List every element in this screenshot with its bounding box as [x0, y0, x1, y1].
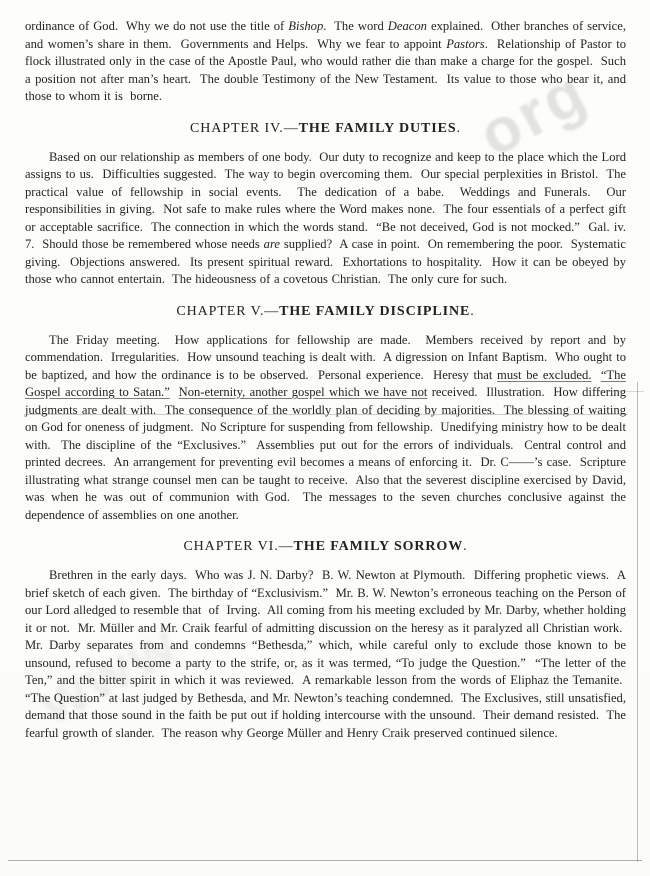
chapter-heading-iv: [25, 121, 626, 137]
chapter-title: THE FAMILY DUTIES: [298, 120, 457, 136]
watermark-fragment: www: [29, 610, 190, 737]
paragraph-chapter-iii-continuation: ordinance of God. Why we do not use the title of Bishop. The word Deacon explained. Other branches of service, and women’s share in them. Governments and Helps. Why we fear to appoint Pastors. Relationship of Pastor to flock illustrated only in the case of the Apostle Paul, who would rather die than make a charge for the gospel. Such a position not after man’s heart. The double Testimony of the New Testament. Its value to those who bear it, and those to whom it is borne.: [25, 19, 626, 103]
page-text: [25, 18, 626, 742]
chapter-title: THE FAMILY SORROW: [293, 539, 464, 554]
chapter-number: CHAPTER IV.—: [190, 120, 299, 136]
scan-edge-bottom: [8, 860, 642, 861]
chapter-title-period: .: [463, 539, 468, 554]
chapter-title-period: .: [470, 303, 475, 319]
chapter-title-period: .: [456, 120, 461, 136]
chapter-number: CHAPTER VI.—: [183, 539, 294, 554]
paragraph-chapter-iv-summary: Based on our relationship as members of one body. Our duty to recognize and keep to the place which the Lord assigns to us. Difficulties suggested. The way to begin overcoming them. Our special perplexities in Bristol. The practical value of fellowship in social events. The dedication of a babe. Weddings and Funerals. Our responsibilities in giving. Not safe to make rules where the Word makes none. The four essentials of a perfect gift or acceptable sacrifice. The connection in which the words stand. “Be not deceived, God is not mocked.” Gal. iv. 7. Should those be remembered whose needs are supplied? A case in point. On remembering the poor. Systematic giving. Objections answered. Its present spiritual reward. Exhortations to hospitality. How it can be obeyed by those who cannot entertain. The hideousness of a covetous Christian. The only cure for such.: [25, 149, 626, 286]
paragraph-chapter-v-summary: The Friday meeting. How applications for fellowship are made. Members received by report and by commendation. Irregularities. How unsound teaching is dealt with. A digression on Infant Baptism. Who ought to be baptized, and how the ordinance is to be observed. Personal experience. Heresy that must be excluded. “The Gospel according to Satan.” Non-eternity, another gospel which we have not received. Illustration. How differing judgments are dealt with. The consequence of the worldly plan of deciding by majorities. The blessing of waiting on God for oneness of judgment. No Scripture for suspending from fellowship. Unedifying ministry how to be dealt with. The discipline of the “Exclusives.” Assemblies put out for the errors of individuals. Central control and printed decrees. An arrangement for preventing evil becomes a means of enforcing it. Dr. C——’s case. Scripture illustrating what strange counsel men can be taught to receive. Also that the severest discipline exercised by David, was when he was out of communion with God. The messages to the seven churches conclusive against the dependence of assemblies on one another.: [25, 332, 627, 522]
chapter-heading-v: [25, 304, 626, 320]
scan-artifact-line: [24, 414, 628, 415]
chapter-title: THE FAMILY DISCIPLINE: [279, 303, 471, 319]
paragraph-chapter-vi-summary: Brethren in the early days. Who was J. N. Darby? B. W. Newton at Plymouth. Differing prophetic views. A brief sketch of each given. The birthday of “Exclusivism.” Mr. B. W. Newton’s erroneous teaching on the Person of our Lord alledged to resemble that of Irving. All coming from his meeting excluded by Mr. Darby, whether holding it or not. Mr. Müller and Mr. Craik fearful of admitting discussion on the heresy as it paralyzed all Christian work. Mr. Darby separates from and condemns “Bethesda,” which, while careful only to exclude those known to be unsound, refused to become a party to the strife, or, as it was termed, “To judge the Question.” “The letter of the Ten,” and the bitter spirit in which it was reviewed. A remarkable lesson from the words of Eliphaz the Temanite. “The Question” at last judged by Bethesda, and Mr. Newton’s teaching condemned. The Exclusives, still unsatisfied, demand that those sound in the faith be put out if holding intercourse with the unsound. Their demand resisted. The fearful growth of slander. The reason why George Müller and Henry Craik preserved continued silence.: [25, 568, 626, 740]
chapter-heading-vi: [25, 539, 626, 555]
watermark-fragment: org: [468, 56, 600, 171]
chapter-number: CHAPTER V.—: [176, 303, 280, 319]
scan-edge-right: [637, 382, 638, 862]
